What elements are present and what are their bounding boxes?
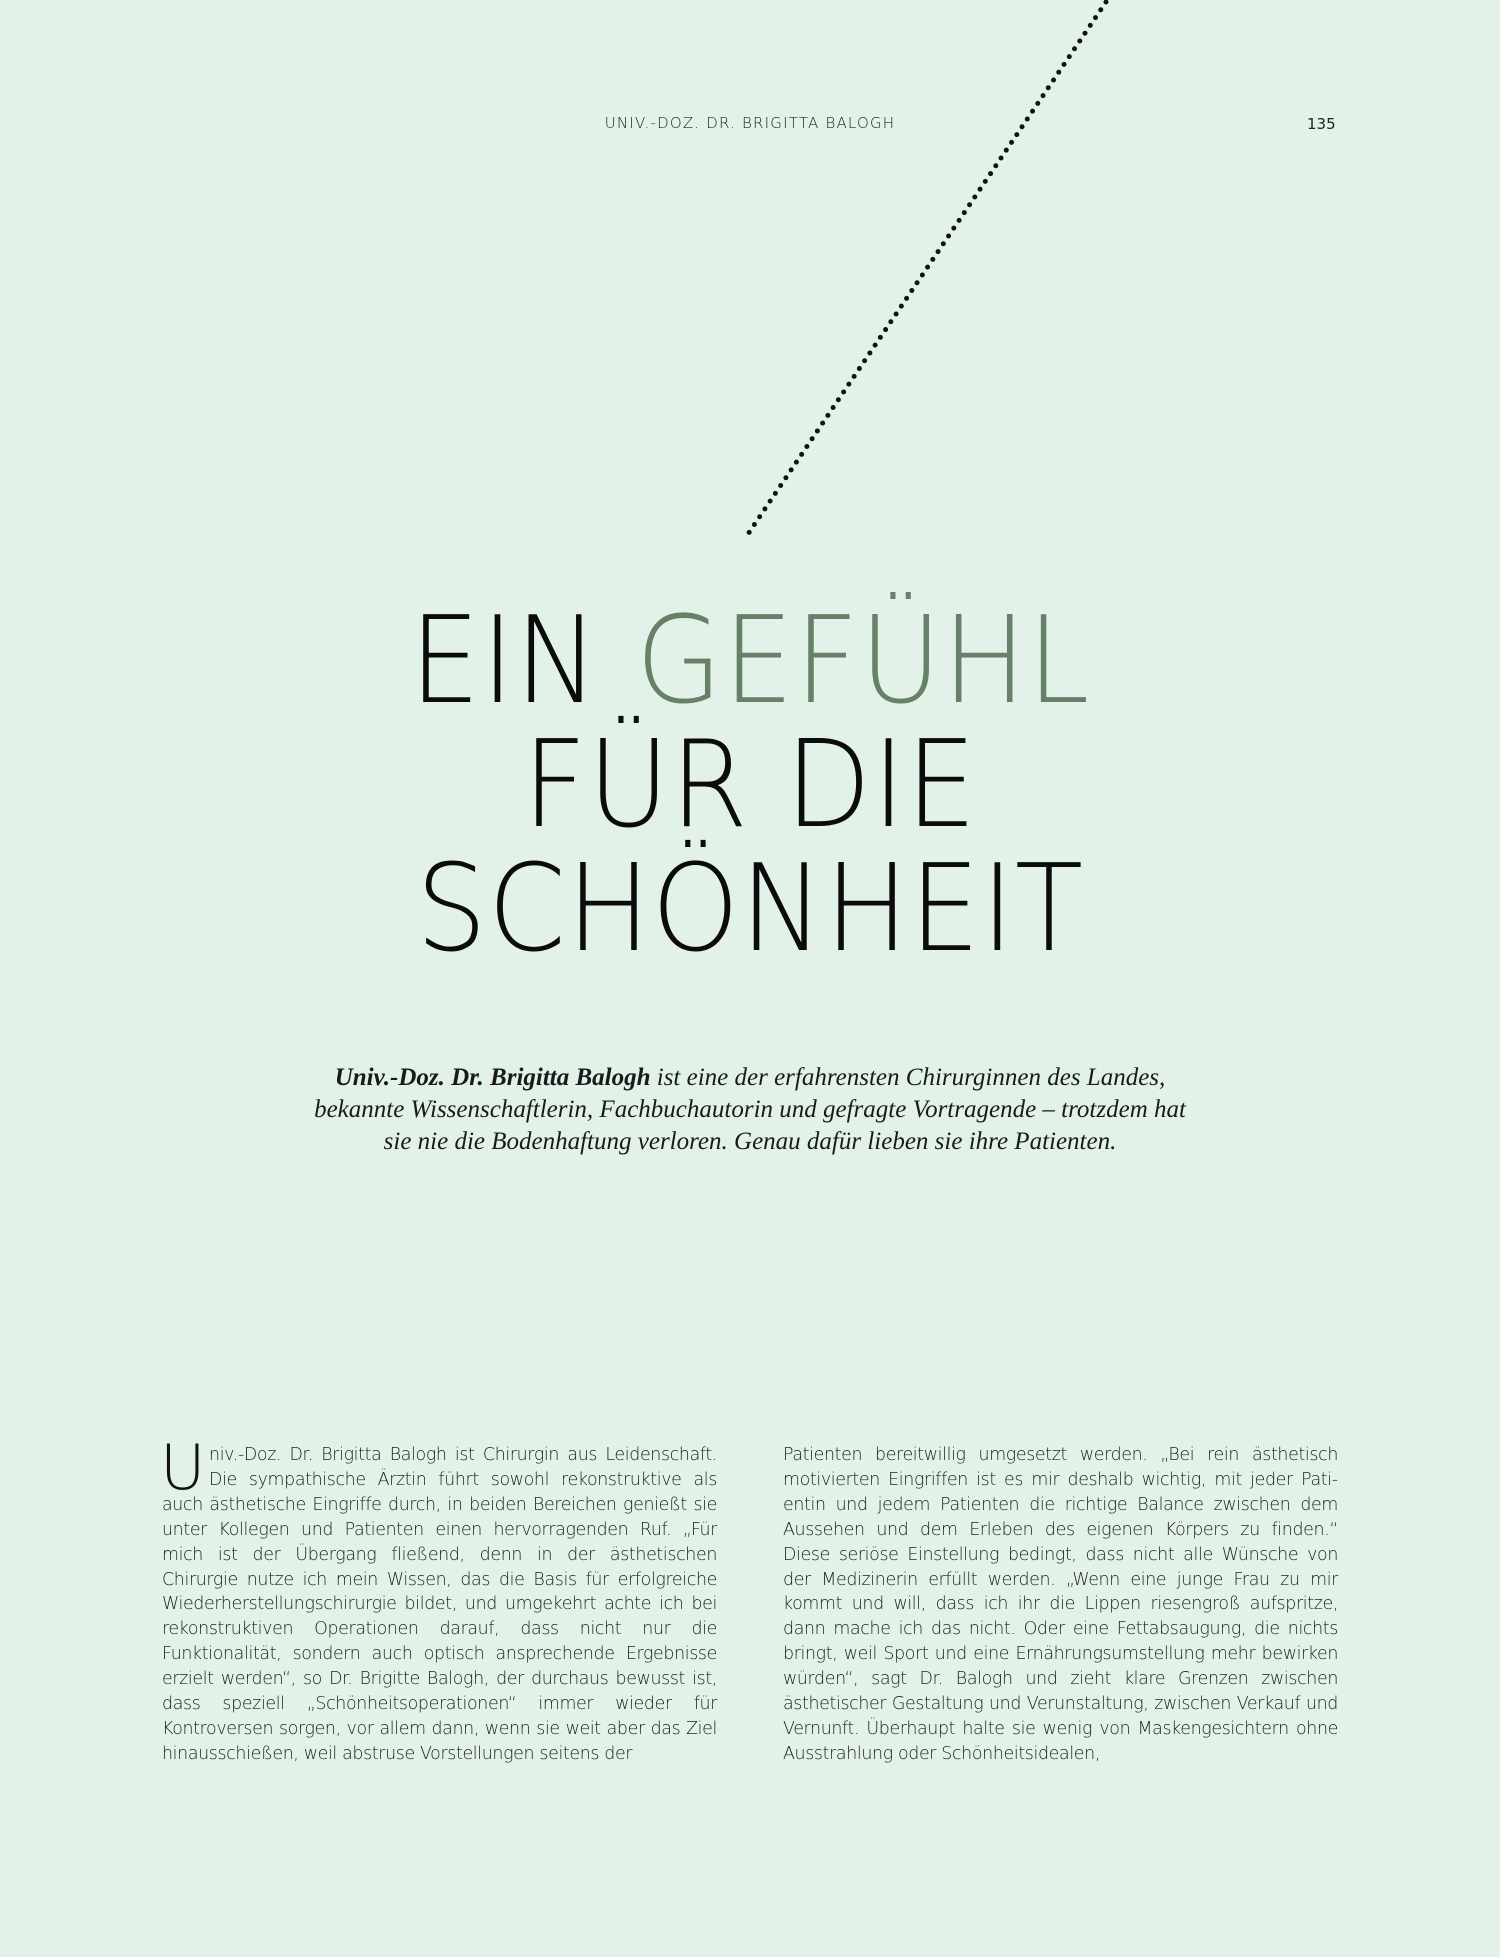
lead-text: ist eine der erfahrensten Chirurginnen des Landes, bekannte Wissenschaftlerin, Fachbuchautorin und gefragte Vortragende – trotzdem hat sie nie die Bodenhaftung verloren. Genau dafür lieben sie ihre Patienten. bbox=[314, 1064, 1186, 1155]
lead-paragraph bbox=[300, 1062, 1200, 1158]
body-column-right bbox=[783, 1443, 1338, 1767]
running-head: UNIV.-DOZ. DR. BRIGITTA BALOGH bbox=[604, 114, 896, 132]
headline bbox=[53, 592, 1448, 979]
headline-plain: EIN bbox=[409, 592, 636, 731]
body-column-left bbox=[160, 1431, 717, 1767]
drop-cap: U bbox=[160, 1431, 206, 1504]
headline-accent: GEFÜHL bbox=[635, 592, 1091, 731]
headline-line-3: SCHÖNHEIT bbox=[416, 840, 1084, 979]
headline-line-2: FÜR DIE bbox=[522, 716, 978, 855]
dotted-diagonal-line bbox=[0, 0, 1500, 600]
headline-line-1 bbox=[53, 592, 1448, 731]
body-text-left: niv.-Doz. Dr. Brigitta Balogh ist Chirurgin aus Leidenschaft. Die sympathische Ärztin führt sowohl rekonstruktive als auch ästhetische Eingriffe durch, in beiden Bereichen genießt sie unter Kollegen und Patienten einen hervorragenden Ruf. „Für mich ist der Übergang fließend, denn in der ästhetischen Chirurgie nutze ich mein Wissen, das die Basis für erfolgreiche Wiederherstellungschirurgie bildet, und umgekehrt achte ich bei rekonstruktiven Operationen darauf, dass nicht nur die Funktionalität, sondern auch optisch ansprechende Ergebnisse erzielt werden“, so Dr. Brigitte Balogh, der durchaus bewusst ist, dass speziell „Schönheitsoperationen“ immer wieder für Kontroversen sorgen, vor allem dann, wenn sie weit aber das Ziel hinausschießen, weil abstruse Vorstellungen seitens der bbox=[162, 1445, 717, 1764]
body-text-right: Patienten bereitwillig umgesetzt werden. „Bei rein ästhetisch motivierten Eingriffen ist es mir deshalb wichtig, mit jeder Patientin und jedem Patienten die richtige Balance zwischen dem Aussehen und dem Erleben des eigenen Körpers zu finden.“ Diese seriöse Einstellung bedingt, dass nicht alle Wünsche von der Medizinerin erfüllt werden. „Wenn eine junge Frau zu mir kommt und will, dass ich ihr die Lippen riesengroß aufspritze, dann mache ich das nicht. Oder eine Fettabsaugung, die nichts bringt, weil Sport und eine Ernährungsumstellung mehr bewirken würden“, sagt Dr. Balogh und zieht klare Grenzen zwischen ästhetischer Gestaltung und Verunstaltung, zwischen Verkauf und Vernunft. Überhaupt halte sie wenig von Maskengesichtern ohne Ausstrahlung oder Schönheitsidealen, bbox=[783, 1445, 1338, 1764]
lead-name: Univ.-Doz. Dr. Brigitta Balogh bbox=[334, 1064, 651, 1091]
page-number: 135 bbox=[1307, 115, 1336, 133]
